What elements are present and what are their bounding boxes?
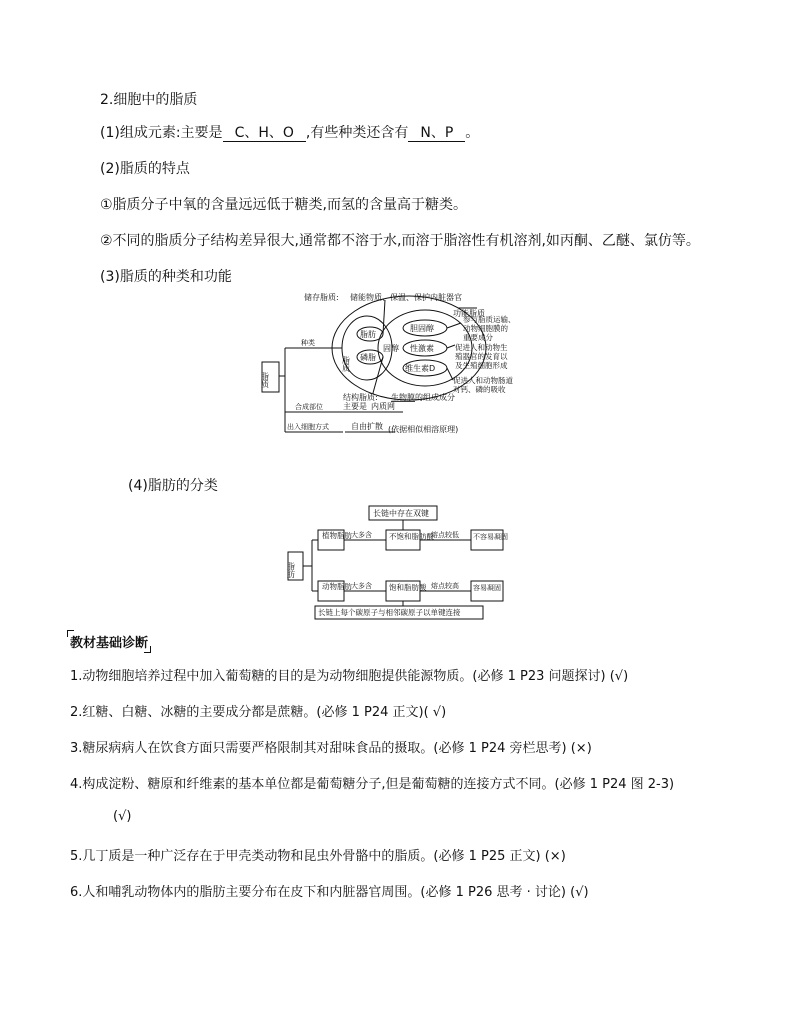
lipid-inner-label: 脂质 xyxy=(341,356,351,372)
fat-classification-diagram xyxy=(285,504,515,620)
storage-function: 储能物质、保温、保护内脏器官 xyxy=(350,293,462,302)
unsaturated-fatty-acid-label: 不饱和脂肪酸 xyxy=(389,532,434,541)
diagnosis-item-1: 1.动物细胞培养过程中加入葡萄糖的目的是为动物细胞提供能源物质。(必修 1 P23 问题探讨) (√) xyxy=(70,669,629,684)
plant-fat-label: 植物脂肪 xyxy=(322,531,352,540)
melting-point-low: 熔点较低 xyxy=(431,531,459,539)
cholesterol-func-3: 重要成分 xyxy=(463,333,493,342)
root-lipid-char1: 脂质 xyxy=(260,372,270,388)
structural-label: 结构脂质: xyxy=(343,393,378,402)
fat-node: 脂肪 xyxy=(360,330,376,339)
feature-2: ②不同的脂质分子结构差异很大,通常都不溶于水,而溶于脂溶性有机溶剂,如丙酮、乙醚、氯仿等。 xyxy=(100,233,700,249)
diagnosis-item-4-answer: (√) xyxy=(113,809,132,824)
sex-hormone-node: 性激素 xyxy=(410,344,434,353)
diagnosis-item-3: 3.糖尿病病人在饮食方面只需要严格限制其对甜味食品的摄取。(必修 1 P24 旁栏思考) (×) xyxy=(70,741,592,756)
features-title: (2)脂质的特点 xyxy=(100,161,190,177)
mostly-contains-plant: 大多含 xyxy=(351,531,372,539)
cholesterol-node: 胆固醇 xyxy=(410,324,434,333)
fat-classification-title: (4)脂肪的分类 xyxy=(128,478,218,494)
melting-point-high: 熔点较高 xyxy=(431,582,459,590)
saturated-fatty-acid-label: 饱和脂肪酸 xyxy=(389,583,427,592)
diagnosis-tag: 教材基础诊断 xyxy=(70,632,148,651)
branch-transport: 出入细胞方式 xyxy=(287,423,329,431)
composition-suffix: 。 xyxy=(465,125,480,141)
mostly-contains-animal: 大多含 xyxy=(351,582,372,590)
cholesterol-func-1: 参与脂质运输、 xyxy=(463,315,516,324)
composition-line xyxy=(100,122,479,142)
storage-label: 储存脂质: xyxy=(304,293,339,302)
composition-main-elements: C、H、O xyxy=(223,126,306,142)
lipid-types-diagram xyxy=(255,290,545,440)
section-title: 2.细胞中的脂质 xyxy=(100,92,198,108)
synthesis-prefix: 主要是 xyxy=(343,402,367,411)
easy-solidify: 容易凝固 xyxy=(473,584,501,592)
diagnosis-item-5: 5.几丁质是一种广泛存在于甲壳类动物和昆虫外骨骼中的脂质。(必修 1 P25 正文) (×) xyxy=(70,849,566,864)
top-box-label: 长链中存在双键 xyxy=(373,509,429,518)
vitamin-d-node: 维生素D xyxy=(405,364,436,373)
diagnosis-item-6: 6.人和哺乳动物体内的脂肪主要分布在皮下和内脏器官周围。(必修 1 P26 思考 · 讨论) (√) xyxy=(70,885,589,900)
composition-mid: ,有些种类还含有 xyxy=(305,125,409,141)
fat-root-label: 脂肪 xyxy=(286,562,296,578)
diagnosis-item-4: 4.构成淀粉、糖原和纤维素的基本单位都是葡萄糖分子,但是葡萄糖的连接方式不同。(必修 1 P24 图 2-3) xyxy=(70,777,675,792)
bottom-box-label: 长链上每个碳原子与相邻碳原子以单键连接 xyxy=(318,608,461,617)
not-easy-solidify: 不容易凝固 xyxy=(473,533,508,541)
structural-function: 生物膜 xyxy=(391,393,415,402)
feature-1: ①脂质分子中氧的含量远远低于糖类,而氢的含量高于糖类。 xyxy=(100,197,467,213)
branch-synthesis: 合成部位 xyxy=(295,403,323,411)
hormone-func-3: 及生殖细胞形成 xyxy=(455,361,508,370)
composition-extra-elements: N、P xyxy=(408,126,465,142)
hormone-func-1: 促进人和动物生 xyxy=(455,343,508,352)
animal-fat-label: 动物脂肪 xyxy=(322,582,352,591)
types-title: (3)脂质的种类和功能 xyxy=(100,269,232,285)
composition-prefix: (1)组成元素:主要是 xyxy=(100,125,223,141)
vitamin-d-func-1: 促进人和动物肠道 xyxy=(453,376,513,385)
function-lipid-label: 功能脂质 xyxy=(453,309,485,318)
sterol-label: 固醇 xyxy=(383,344,399,353)
cholesterol-func-2: 动物细胞膜的 xyxy=(463,324,508,333)
structural-suffix: 的组成成分 xyxy=(415,393,455,402)
diagnosis-item-2: 2.红糖、白糖、冰糖的主要成分都是蔗糖。(必修 1 P24 正文)( √) xyxy=(70,705,447,720)
phospholipid-node: 磷脂 xyxy=(360,353,376,362)
transport-note: (依据相似相溶原理) xyxy=(388,425,459,434)
transport-value: 自由扩散 xyxy=(351,422,383,431)
synthesis-value: 内质网 xyxy=(371,402,395,411)
hormone-func-2: 殖器官的发育以 xyxy=(455,352,508,361)
vitamin-d-func-2: 对钙、磷的吸收 xyxy=(453,385,506,394)
branch-types: 种类 xyxy=(301,339,315,347)
